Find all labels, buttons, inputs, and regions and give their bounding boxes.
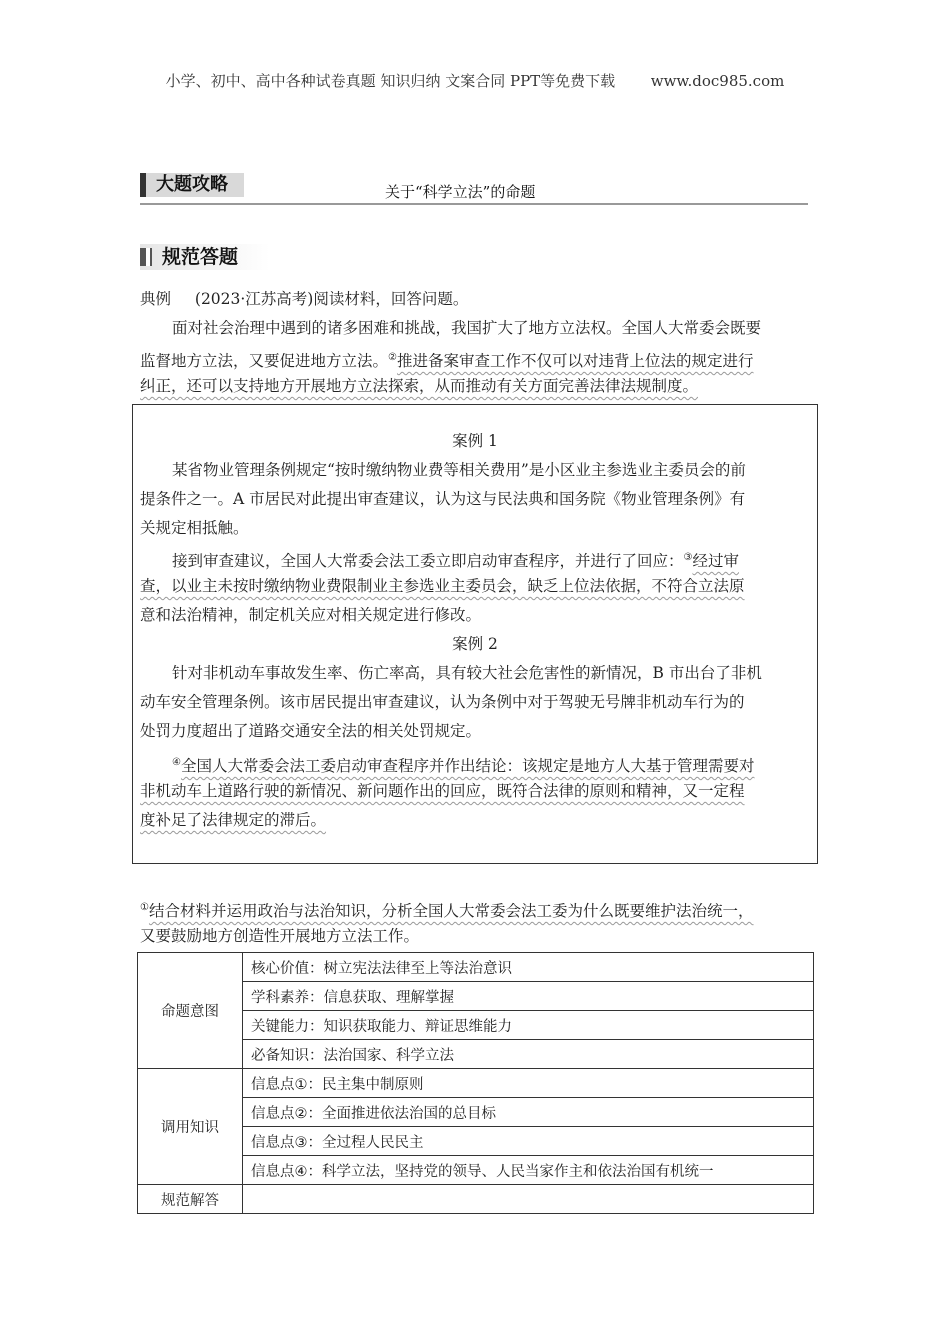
case1-p2-l1b: 经过审 (692, 552, 739, 571)
example-para-line2a: 监督地方立法，又要促进地方立法。 (140, 352, 389, 371)
subsection-tag: 规范答题 (140, 244, 270, 270)
case1-p1-l2: 提条件之一。A 市居民对此提出审查建议，认为这与民法典和国务院《物业管理条例》有 (140, 490, 746, 508)
table-cell: 信息点③：全过程人民民主 (243, 1127, 814, 1156)
case2-p2-l3: 度补足了法律规定的滞后。 (140, 811, 327, 829)
table-row (138, 953, 814, 982)
marker-4: ④ (172, 757, 181, 768)
header-text: 小学、初中、高中各种试卷真题 知识归纳 文案合同 PPT等免费下载 (165, 72, 616, 90)
page-header (0, 70, 950, 91)
case2-p1-l3: 处罚力度超出了道路交通安全法的相关处罚规定。 (140, 722, 482, 740)
header-url: www.doc985.com (650, 72, 785, 90)
case2-title: 案例 2 (452, 635, 498, 653)
table-cell: 必备知识：法治国家、科学立法 (243, 1040, 814, 1069)
case2-p1-l1: 针对非机动车事故发生率、伤亡率高，具有较大社会危害性的新情况，B 市出台了非机 (172, 664, 762, 682)
analysis-table (137, 952, 814, 1214)
table-row (138, 1069, 814, 1098)
question-line1-text: 结合材料并运用政治与法治知识，分析全国人大常委会法工委为什么既要维护法治统一， (148, 902, 754, 921)
example-label: 典例 (140, 290, 172, 308)
case1-p2-l3: 意和法治精神，制定机关应对相关规定进行修改。 (140, 606, 482, 624)
case1-title: 案例 1 (452, 432, 498, 450)
question-line2: 又要鼓励地方创造性开展地方立法工作。 (140, 927, 420, 945)
example-para-line1: 面对社会治理中遇到的诸多困难和挑战，我国扩大了地方立法权。全国人大常委会既要 (172, 319, 762, 337)
subsection-marker-gap (146, 248, 150, 266)
marker-1: ① (140, 902, 149, 913)
case1-p2-l1a: 接到审查建议，全国人大常委会法工委立即启动审查程序，并进行了回应： (172, 552, 684, 571)
marker-3: ③ (683, 552, 693, 563)
section-title: 关于“科学立法”的命题 (385, 183, 536, 201)
answer-cell (243, 1185, 814, 1214)
table-cell: 信息点④：科学立法，坚持党的领导、人民当家作主和依法治国有机统一 (243, 1156, 814, 1185)
table-cell: 信息点①：民主集中制原则 (243, 1069, 814, 1098)
case1-p1-l3: 关规定相抵触。 (140, 519, 249, 537)
table-cell: 信息点②：全面推进依法治国的总目标 (243, 1098, 814, 1127)
table-cell: 关键能力：知识获取能力、辩证思维能力 (243, 1011, 814, 1040)
group2-label: 调用知识 (138, 1069, 243, 1185)
table-row (138, 1185, 814, 1214)
example-para-line3: 纠正，还可以支持地方开展地方立法探索，从而推动有关方面完善法律法规制度。 (140, 377, 699, 395)
case2-p2-l1-text: 全国人大常委会法工委启动审查程序并作出结论：该规定是地方人大基于管理需要对 (180, 757, 755, 776)
case2-p1-l2: 动车安全管理条例。该市居民提出审查建议，认为条例中对于驾驶无号牌非机动车行为的 (140, 693, 745, 711)
case1-p2-l2: 查，以业主未按时缴纳物业费限制业主参选业主委员会，缺乏上位法依据，不符合立法原 (140, 577, 745, 595)
case1-p1-l1: 某省物业管理条例规定“按时缴纳物业费等相关费用”是小区业主参选业主委员会的前 (172, 461, 746, 479)
group3-label: 规范解答 (138, 1185, 243, 1214)
section-tag: 大题攻略 (140, 173, 244, 197)
example-intro (140, 285, 468, 314)
group1-label: 命题意图 (138, 953, 243, 1069)
example-para-line2b: 推进备案审查工作不仅可以对违背上位法的规定进行 (396, 352, 754, 371)
example-source: (2023·江苏高考)阅读材料，回答问题。 (194, 290, 469, 308)
case2-p2-l2: 非机动车上道路行驶的新情况、新问题作出的回应，既符合法律的原则和精神，又一定程 (140, 782, 745, 800)
table-cell: 核心价值：树立宪法法律至上等法治意识 (243, 953, 814, 982)
marker-2: ② (388, 352, 397, 363)
table-cell: 学科素养：信息获取、理解掌握 (243, 982, 814, 1011)
